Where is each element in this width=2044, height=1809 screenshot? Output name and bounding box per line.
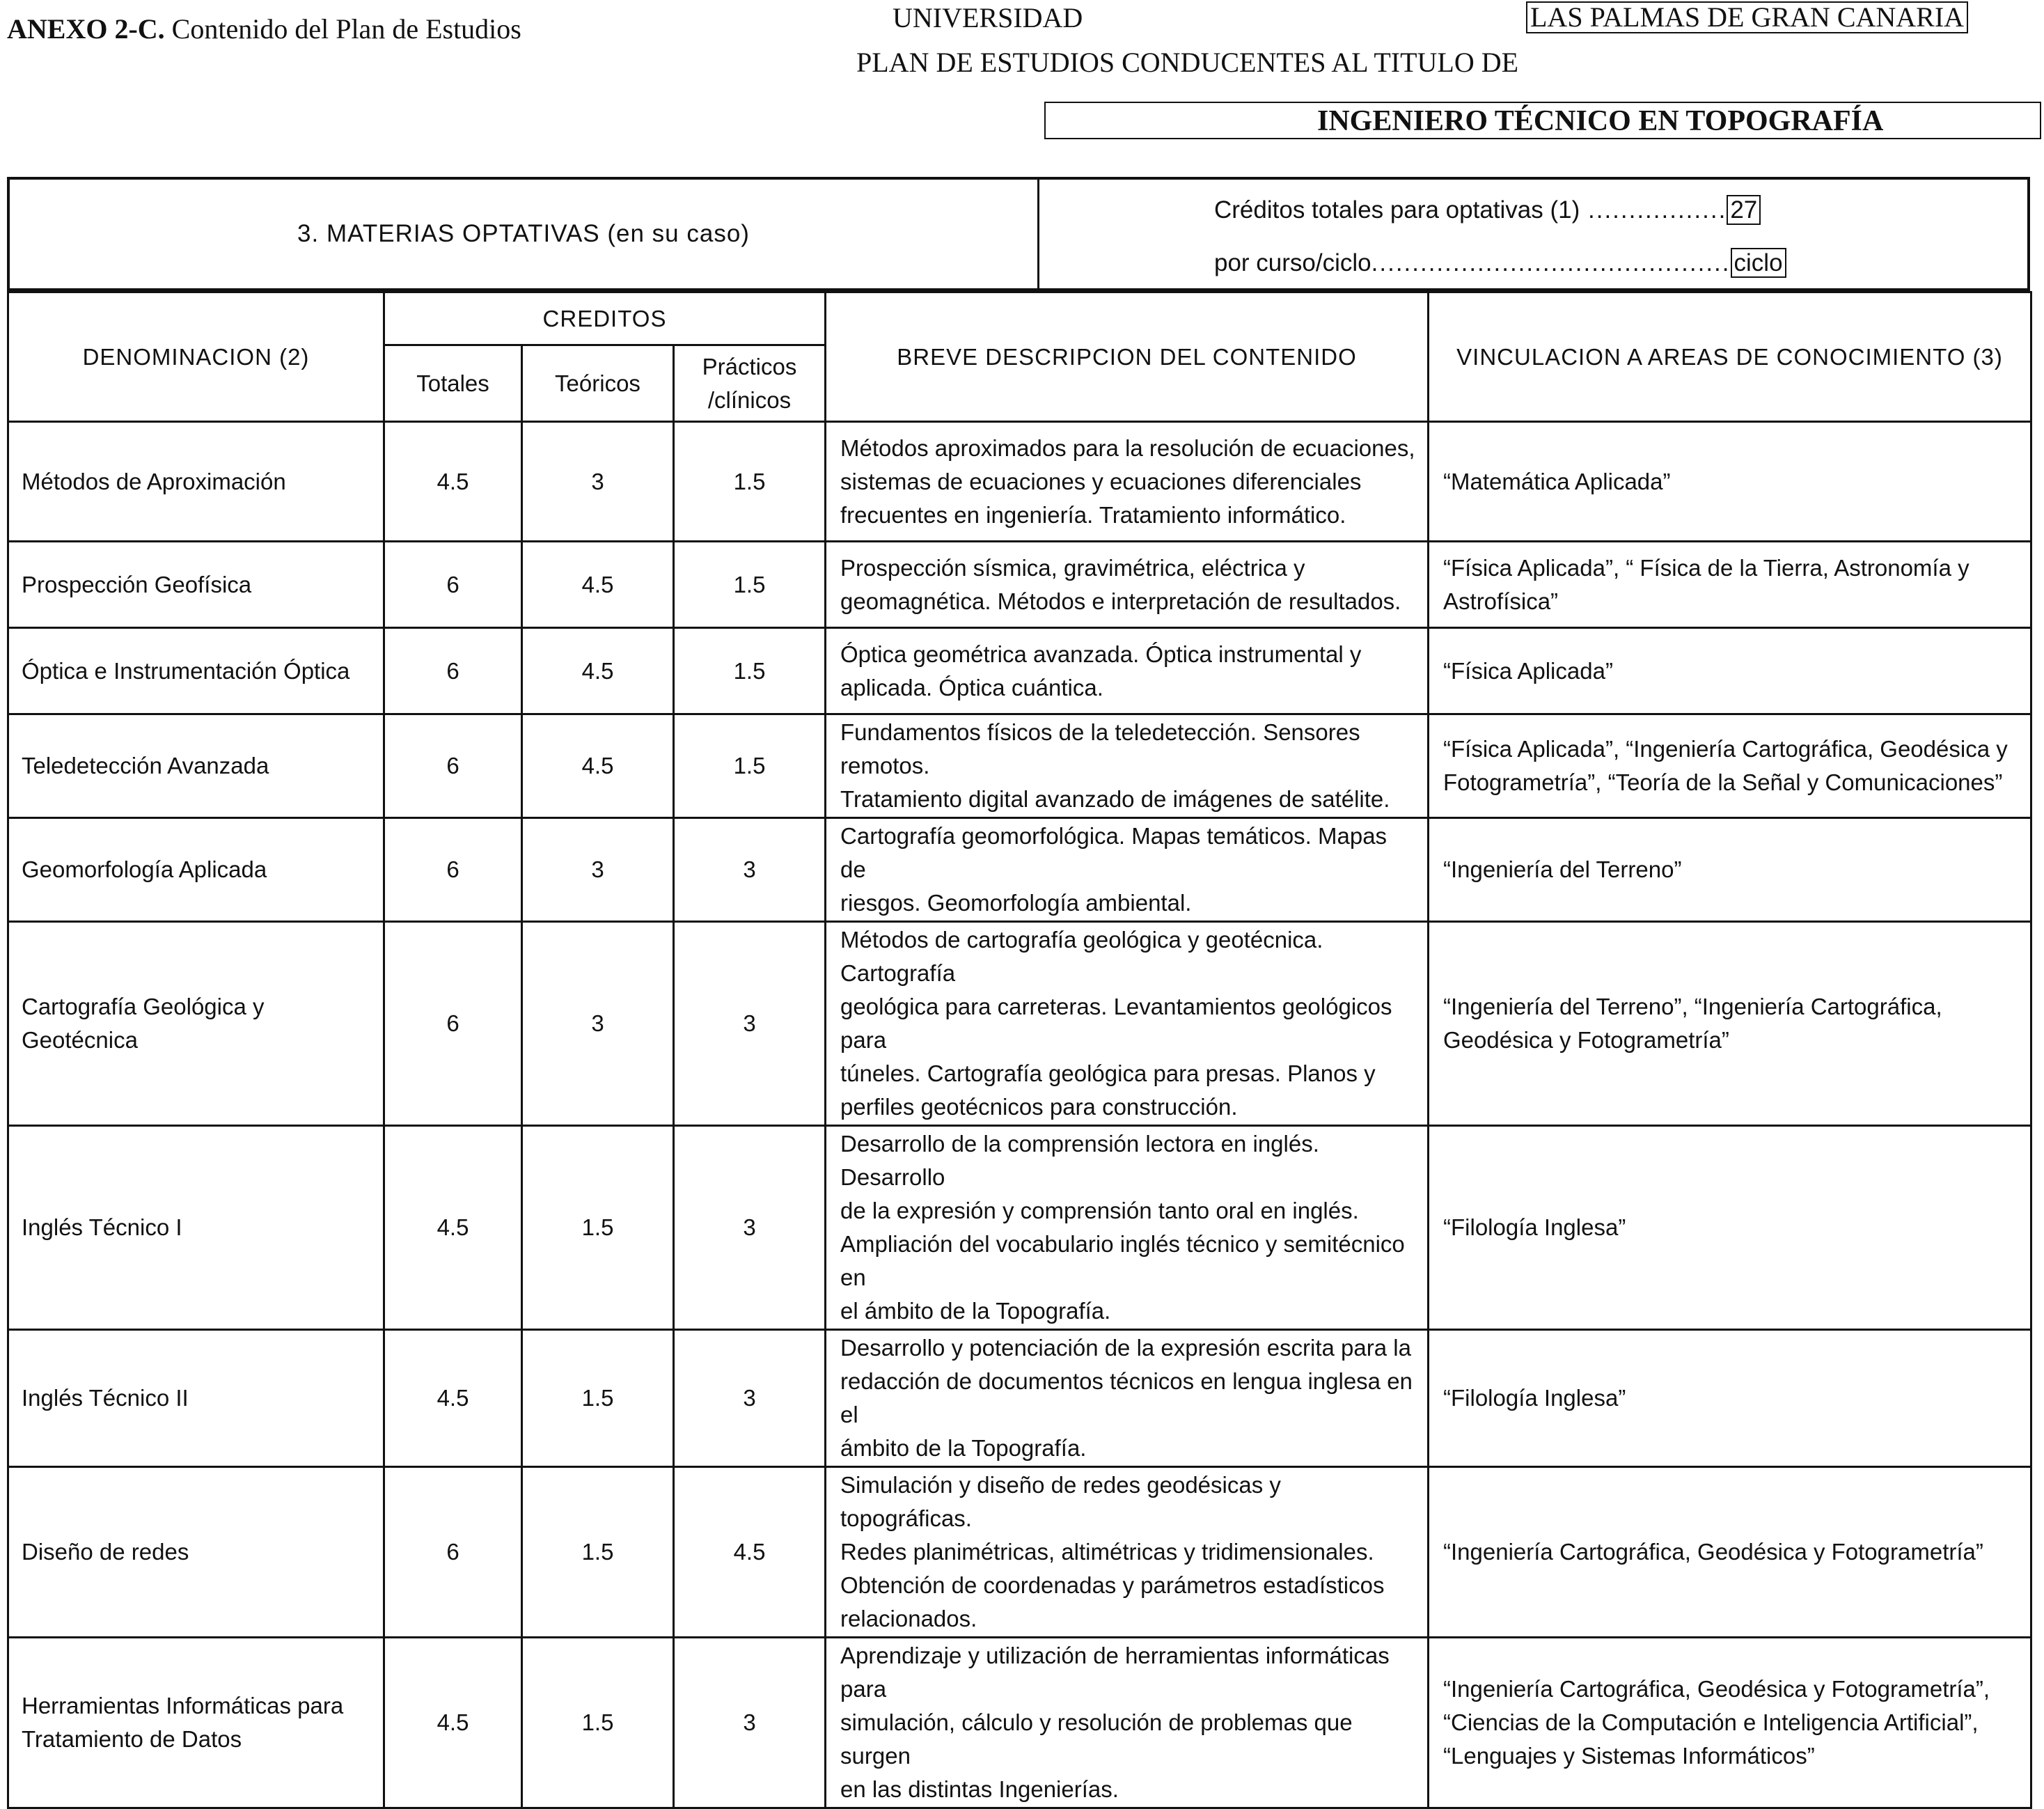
cell-descripcion bbox=[826, 542, 1429, 628]
cell-practicos: 1.5 bbox=[674, 714, 826, 818]
cell-totales: 4.5 bbox=[384, 1330, 522, 1467]
cell-totales: 4.5 bbox=[384, 1126, 522, 1330]
header-creditos: CREDITOS bbox=[384, 292, 826, 345]
table-row bbox=[8, 422, 2031, 542]
anexo-text: Contenido del Plan de Estudios bbox=[164, 13, 521, 45]
cell-vinculacion-line: “Ingeniería del Terreno” bbox=[1443, 856, 1682, 882]
cell-descripcion-line: riesgos. Geomorfología ambiental. bbox=[840, 890, 1192, 916]
anexo-heading bbox=[7, 13, 521, 45]
table-body bbox=[8, 422, 2031, 1808]
creditos-totales-line bbox=[1214, 196, 1761, 224]
cell-practicos: 1.5 bbox=[674, 422, 826, 542]
cell-descripcion-line: el ámbito de la Topografía. bbox=[840, 1298, 1111, 1324]
cell-vinculacion bbox=[1429, 542, 2031, 628]
cell-denominacion-line: Diseño de redes bbox=[22, 1539, 189, 1565]
creditos-label: Créditos totales para optativas (1) bbox=[1214, 196, 1580, 224]
cell-descripcion-line: túneles. Cartografía geológica para presas. Planos y bbox=[840, 1060, 1376, 1086]
cell-descripcion-line: Ampliación del vocabulario inglés técnico y semitécnico en bbox=[840, 1231, 1405, 1290]
cell-denominacion bbox=[8, 422, 384, 542]
cell-descripcion-line: simulación, cálculo y resolución de problemas que surgen bbox=[840, 1709, 1353, 1769]
cell-vinculacion-line: “Ingeniería Cartográfica, Geodésica y Fotogrametría” bbox=[1443, 1539, 1983, 1565]
header-vinculacion: VINCULACION A AREAS DE CONOCIMIENTO (3) bbox=[1429, 292, 2031, 422]
plan-label: PLAN DE ESTUDIOS CONDUCENTES AL TITULO DE bbox=[856, 47, 1519, 78]
cell-descripcion-line: Métodos de cartografía geológica y geotécnica. Cartografía bbox=[840, 927, 1323, 986]
cell-denominacion-line: Teledetección Avanzada bbox=[22, 753, 269, 778]
curso-ciclo-line bbox=[1214, 249, 1786, 277]
section-box bbox=[7, 177, 2030, 291]
cell-descripcion-line: geomagnética. Métodos e interpretación de resultados. bbox=[840, 588, 1401, 614]
cell-descripcion-line: Simulación y diseño de redes geodésicas y topográficas. bbox=[840, 1472, 1281, 1531]
cell-denominacion bbox=[8, 922, 384, 1126]
cell-vinculacion-line: “Filología Inglesa” bbox=[1443, 1385, 1626, 1411]
header-descripcion: BREVE DESCRIPCION DEL CONTENIDO bbox=[826, 292, 1429, 422]
table-row bbox=[8, 922, 2031, 1126]
materias-table-wrap bbox=[7, 291, 2030, 1809]
cell-teoricos: 1.5 bbox=[522, 1638, 674, 1808]
cell-totales: 4.5 bbox=[384, 422, 522, 542]
table-row bbox=[8, 714, 2031, 818]
cell-descripcion-line: Óptica geométrica avanzada. Óptica instrumental y bbox=[840, 641, 1362, 667]
cell-vinculacion-line: “Lenguajes y Sistemas Informáticos” bbox=[1443, 1743, 1815, 1769]
cell-vinculacion bbox=[1429, 1638, 2031, 1808]
table-row bbox=[8, 1467, 2031, 1638]
cell-descripcion bbox=[826, 422, 1429, 542]
cell-descripcion-line: perfiles geotécnicos para construcción. bbox=[840, 1094, 1238, 1120]
header-denominacion: DENOMINACION (2) bbox=[8, 292, 384, 422]
cell-denominacion-line: Métodos de Aproximación bbox=[22, 468, 286, 494]
cell-descripcion-line: frecuentes en ingeniería. Tratamiento informático. bbox=[840, 501, 1346, 528]
cell-denominacion bbox=[8, 1126, 384, 1330]
cell-descripcion bbox=[826, 922, 1429, 1126]
cell-totales: 6 bbox=[384, 1467, 522, 1638]
titulo: INGENIERO TÉCNICO EN TOPOGRAFÍA bbox=[1317, 105, 1884, 137]
table-row bbox=[8, 1126, 2031, 1330]
cell-descripcion bbox=[826, 714, 1429, 818]
cell-practicos: 3 bbox=[674, 922, 826, 1126]
cell-vinculacion-line: Astrofísica” bbox=[1443, 588, 1559, 614]
cell-denominacion bbox=[8, 714, 384, 818]
cell-vinculacion-line: “Ciencias de la Computación e Inteligencia Artificial”, bbox=[1443, 1709, 1979, 1735]
cell-practicos: 1.5 bbox=[674, 542, 826, 628]
cell-vinculacion-line: Geodésica y Fotogrametría” bbox=[1443, 1027, 1729, 1053]
cell-denominacion bbox=[8, 1467, 384, 1638]
cell-descripcion-line: aplicada. Óptica cuántica. bbox=[840, 674, 1103, 700]
cell-vinculacion bbox=[1429, 1330, 2031, 1467]
cell-totales: 6 bbox=[384, 818, 522, 922]
cell-practicos: 3 bbox=[674, 818, 826, 922]
cell-denominacion-line: Prospección Geofísica bbox=[22, 571, 252, 597]
materias-table bbox=[7, 291, 2032, 1809]
cell-teoricos: 3 bbox=[522, 922, 674, 1126]
cell-totales: 6 bbox=[384, 714, 522, 818]
cell-vinculacion bbox=[1429, 1467, 2031, 1638]
cell-vinculacion-line: “Física Aplicada”, “ Física de la Tierra, Astronomía y bbox=[1443, 554, 1970, 581]
cell-descripcion-line: Fundamentos físicos de la teledetección. Sensores remotos. bbox=[840, 719, 1360, 778]
cell-vinculacion bbox=[1429, 714, 2031, 818]
cell-totales: 6 bbox=[384, 628, 522, 714]
cell-denominacion bbox=[8, 542, 384, 628]
cell-totales: 4.5 bbox=[384, 1638, 522, 1808]
cell-vinculacion-line: Fotogrametría”, “Teoría de la Señal y Comunicaciones” bbox=[1443, 769, 2003, 795]
cell-teoricos: 1.5 bbox=[522, 1467, 674, 1638]
cell-denominacion-line: Inglés Técnico II bbox=[22, 1385, 189, 1411]
table-row bbox=[8, 818, 2031, 922]
cell-descripcion bbox=[826, 818, 1429, 922]
cell-vinculacion bbox=[1429, 628, 2031, 714]
cell-descripcion-line: Obtención de coordenadas y parámetros estadísticos bbox=[840, 1572, 1385, 1598]
cell-denominacion-line: Óptica e Instrumentación Óptica bbox=[22, 657, 350, 684]
table-row bbox=[8, 1330, 2031, 1467]
header-practicos bbox=[674, 345, 826, 422]
universidad-label: UNIVERSIDAD bbox=[893, 2, 1083, 33]
cell-descripcion bbox=[826, 1467, 1429, 1638]
cell-teoricos: 4.5 bbox=[522, 628, 674, 714]
cell-teoricos: 4.5 bbox=[522, 542, 674, 628]
header-practicos-line2: /clínicos bbox=[707, 386, 792, 413]
cell-descripcion-line: relacionados. bbox=[840, 1606, 977, 1631]
section-title: 3. MATERIAS OPTATIVAS (en su caso) bbox=[297, 220, 750, 247]
cell-vinculacion-line: “Ingeniería Cartográfica, Geodésica y Fotogrametría”, bbox=[1443, 1676, 1990, 1702]
cell-denominacion bbox=[8, 1330, 384, 1467]
cell-descripcion-line: Desarrollo de la comprensión lectora en inglés. Desarrollo bbox=[840, 1131, 1319, 1190]
cell-descripcion bbox=[826, 628, 1429, 714]
cell-descripcion bbox=[826, 1638, 1429, 1808]
cell-descripcion-line: de la expresión y comprensión tanto oral en inglés. bbox=[840, 1198, 1359, 1223]
cell-practicos: 3 bbox=[674, 1126, 826, 1330]
creditos-value: 27 bbox=[1727, 195, 1761, 225]
cell-practicos: 1.5 bbox=[674, 628, 826, 714]
table-row bbox=[8, 628, 2031, 714]
cell-denominacion-line: Cartografía Geológica y Geotécnica bbox=[22, 994, 265, 1053]
cell-vinculacion bbox=[1429, 818, 2031, 922]
cell-vinculacion-line: “Física Aplicada”, “Ingeniería Cartográfica, Geodésica y bbox=[1443, 736, 2008, 762]
cell-descripcion-line: ámbito de la Topografía. bbox=[840, 1435, 1087, 1461]
cell-vinculacion-line: “Filología Inglesa” bbox=[1443, 1214, 1626, 1240]
anexo-label: ANEXO 2-C. bbox=[7, 13, 165, 45]
cell-totales: 6 bbox=[384, 922, 522, 1126]
header-practicos-line1: Prácticos bbox=[702, 353, 797, 379]
titulo-box bbox=[1044, 102, 2041, 139]
curso-label: por curso/ciclo bbox=[1214, 249, 1371, 276]
cell-denominacion bbox=[8, 1638, 384, 1808]
table-row bbox=[8, 542, 2031, 628]
creditos-dots: ................. bbox=[1580, 196, 1727, 224]
cell-descripcion-line: redacción de documentos técnicos en lengua inglesa en el bbox=[840, 1368, 1413, 1427]
cell-denominacion-line: Herramientas Informáticas para bbox=[22, 1693, 344, 1718]
cell-practicos: 4.5 bbox=[674, 1467, 826, 1638]
cell-denominacion bbox=[8, 628, 384, 714]
cell-descripcion-line: Aprendizaje y utilización de herramientas informáticas para bbox=[840, 1643, 1390, 1702]
cell-denominacion-line: Geomorfología Aplicada bbox=[22, 856, 267, 882]
cell-teoricos: 4.5 bbox=[522, 714, 674, 818]
cell-practicos: 3 bbox=[674, 1330, 826, 1467]
cell-teoricos: 3 bbox=[522, 422, 674, 542]
table-row bbox=[8, 1638, 2031, 1808]
section-divider bbox=[1037, 180, 1039, 288]
cell-descripcion-line: geológica para carreteras. Levantamientos geológicos para bbox=[840, 994, 1392, 1053]
cell-vinculacion-line: “Ingeniería del Terreno”, “Ingeniería Cartográfica, bbox=[1443, 994, 1942, 1019]
cell-denominacion-line: Tratamiento de Datos bbox=[22, 1726, 242, 1752]
cell-descripcion-line: sistemas de ecuaciones y ecuaciones diferenciales bbox=[840, 468, 1362, 494]
cell-teoricos: 1.5 bbox=[522, 1330, 674, 1467]
universidad-name: LAS PALMAS DE GRAN CANARIA bbox=[1526, 1, 1968, 33]
cell-descripcion-line: Desarrollo y potenciación de la expresión escrita para la bbox=[840, 1335, 1411, 1361]
cell-teoricos: 3 bbox=[522, 818, 674, 922]
cell-descripcion bbox=[826, 1126, 1429, 1330]
cell-vinculacion-line: “Física Aplicada” bbox=[1443, 657, 1613, 684]
header-totales: Totales bbox=[384, 345, 522, 422]
cell-denominacion bbox=[8, 818, 384, 922]
cell-descripcion bbox=[826, 1330, 1429, 1467]
cell-descripcion-line: Prospección sísmica, gravimétrica, eléctrica y bbox=[840, 554, 1305, 581]
cell-teoricos: 1.5 bbox=[522, 1126, 674, 1330]
cell-practicos: 3 bbox=[674, 1638, 826, 1808]
cell-descripcion-line: Métodos aproximados para la resolución de ecuaciones, bbox=[840, 434, 1415, 461]
cell-descripcion-line: Redes planimétricas, altimétricas y tridimensionales. bbox=[840, 1539, 1374, 1565]
cell-descripcion-line: en las distintas Ingenierías. bbox=[840, 1776, 1119, 1802]
cell-totales: 6 bbox=[384, 542, 522, 628]
cell-vinculacion bbox=[1429, 922, 2031, 1126]
cell-descripcion-line: Tratamiento digital avanzado de imágenes de satélite. bbox=[840, 786, 1390, 812]
curso-value: ciclo bbox=[1731, 248, 1786, 278]
cell-denominacion-line: Inglés Técnico I bbox=[22, 1214, 182, 1240]
cell-vinculacion-line: “Matemática Aplicada” bbox=[1443, 468, 1671, 494]
header-teoricos: Teóricos bbox=[522, 345, 674, 422]
curso-dots: ............................................ bbox=[1371, 249, 1731, 276]
cell-vinculacion bbox=[1429, 422, 2031, 542]
cell-descripcion-line: Cartografía geomorfológica. Mapas temáticos. Mapas de bbox=[840, 823, 1387, 882]
cell-vinculacion bbox=[1429, 1126, 2031, 1330]
